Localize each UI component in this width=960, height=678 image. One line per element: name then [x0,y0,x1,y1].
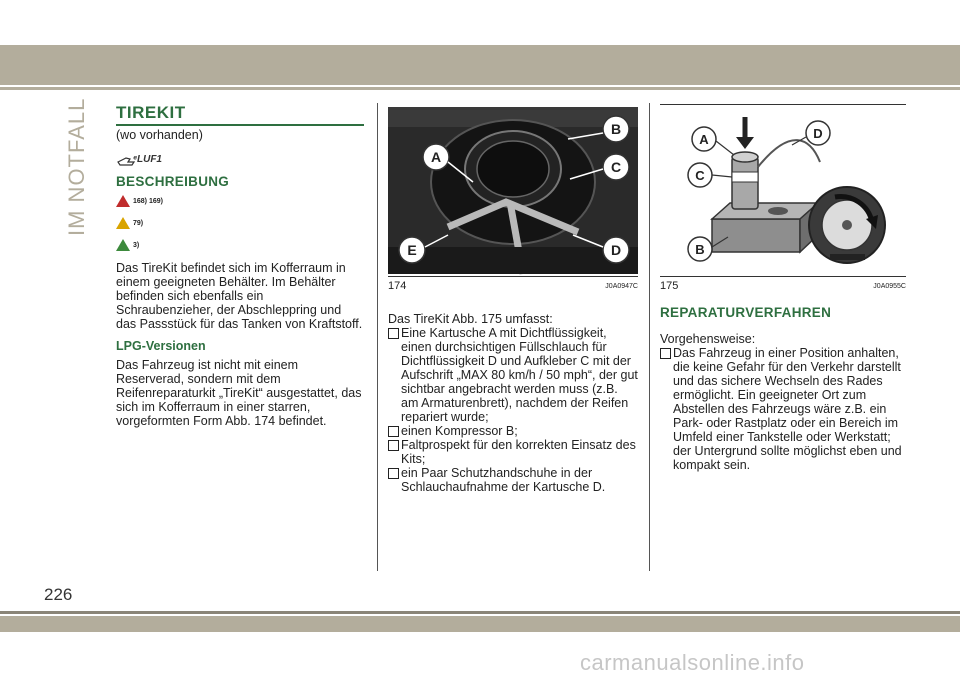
figure-175-caption [660,280,906,292]
list-item-text: Eine Kartusche A mit Dichtflüssigkeit, einen durchsichtigen Füllschlauch für Dichtflüssigkeit D und Aufkleber C mit der Aufschrift „MAX 80 km/h / 50 mph“, der gut sichtbar angebracht werden muss (z.B. am Armaturenbrett), nachdem der Reifen repariert wurde; [401,326,638,424]
header-band [0,45,960,85]
list-item-text: einen Kompressor B; [401,424,518,438]
page-number: 226 [44,585,73,604]
column-divider [377,103,378,571]
list-item-text: ein Paar Schutzhandschuhe in der Schlauchaufnahme der Kartusche D. [401,466,606,494]
checkbox-icon [660,348,671,359]
middle-column [388,312,638,494]
right-column [660,305,906,472]
list-item [388,438,638,466]
availability-note: (wo vorhanden) [116,128,203,142]
warning-refs-text: 3) [133,241,140,249]
callout-label: C [610,159,622,175]
list-item [388,326,638,424]
callout-label: D [813,126,823,141]
title-underline [116,124,364,126]
figure-174-photo [388,107,638,274]
header-rule [0,87,960,90]
figure-number: 175 [660,280,679,292]
figure-174-caption [388,280,638,292]
warning-row [116,195,364,207]
figure-175-illustration [660,107,906,274]
list-item [660,346,906,472]
checkbox-icon [388,468,399,479]
repair-procedure-heading: REPARATURVERFAHREN [660,305,832,320]
warning-refs-text: 168) 169) [133,197,163,205]
callout-label: A [699,132,709,147]
warning-refs-text: 79) [133,219,144,227]
svg-text:ᵉLUF1: ᵉLUF1 [133,154,162,165]
column-divider [649,103,650,571]
danger-triangle-icon [116,195,130,207]
watermark: carmanualsonline.info [580,650,805,675]
caption-rule [388,276,638,277]
checkbox-icon [388,328,399,339]
environment-triangle-icon [116,239,130,251]
list-item [388,424,638,438]
description-paragraph: Das TireKit befindet sich im Kofferraum in einem geeigneten Behälter. Im Behälter befinden sich ebenfalls ein Schraubenzieher, der Abschleppring und das Passstück für das Tanken von Kraftstoff. [116,261,363,331]
warning-refs [116,195,364,251]
callout-label: A [430,149,442,165]
figure-code: J0A0947C [605,283,638,290]
figure-top-rule [660,104,906,105]
left-column [116,103,364,428]
lpg-paragraph: Das Fahrzeug ist nicht mit einem Reserverad, sondern mit dem Reifenreparaturkit „TireKit“ ausgestattet, das sich im Kofferraum in einer starren, vorgeformten Form Abb. 174 befindet. [116,358,362,428]
list-item-text: Faltprospekt für den korrekten Einsatz des Kits; [401,438,636,466]
callout-label: C [695,168,705,183]
callout-label: E [407,242,417,258]
caption-rule [660,276,906,277]
procedure-intro: Vorgehensweise: [660,332,756,346]
figure-code: J0A0955C [873,283,906,290]
footer-rule [0,611,960,614]
callout-label: B [610,121,622,137]
checkbox-icon [388,426,399,437]
list-item-text: Das Fahrzeug in einer Position anhalten, die keine Gefahr für den Verkehr darstellt und das sichere Wechseln des Rades ermöglicht. Ein geeigneter Ort zum Abstellen des Fahrzeugs wäre z.B. ein Park- oder Rastplatz oder ein Bereich im Umfeld einer Tankstelle oder Werkstatt; der Untergrund sollte möglichst eben und kompakt sein. [673,346,902,472]
lpg-heading: LPG-Versionen [116,339,206,353]
chapter-label: IM NOTFALL [64,97,89,236]
checkbox-icon [388,440,399,451]
footer-band [0,616,960,632]
caution-triangle-icon [116,217,130,229]
gloves-icon [116,150,364,168]
warning-row [116,239,364,251]
section-title: TIREKIT [116,103,186,122]
figure-number: 174 [388,280,407,292]
list-item [388,466,638,494]
description-heading: BESCHREIBUNG [116,174,230,189]
callout-label: B [695,242,705,257]
kit-intro: Das TireKit Abb. 175 umfasst: [388,312,553,326]
callout-label: D [610,242,622,258]
warning-row [116,217,364,229]
